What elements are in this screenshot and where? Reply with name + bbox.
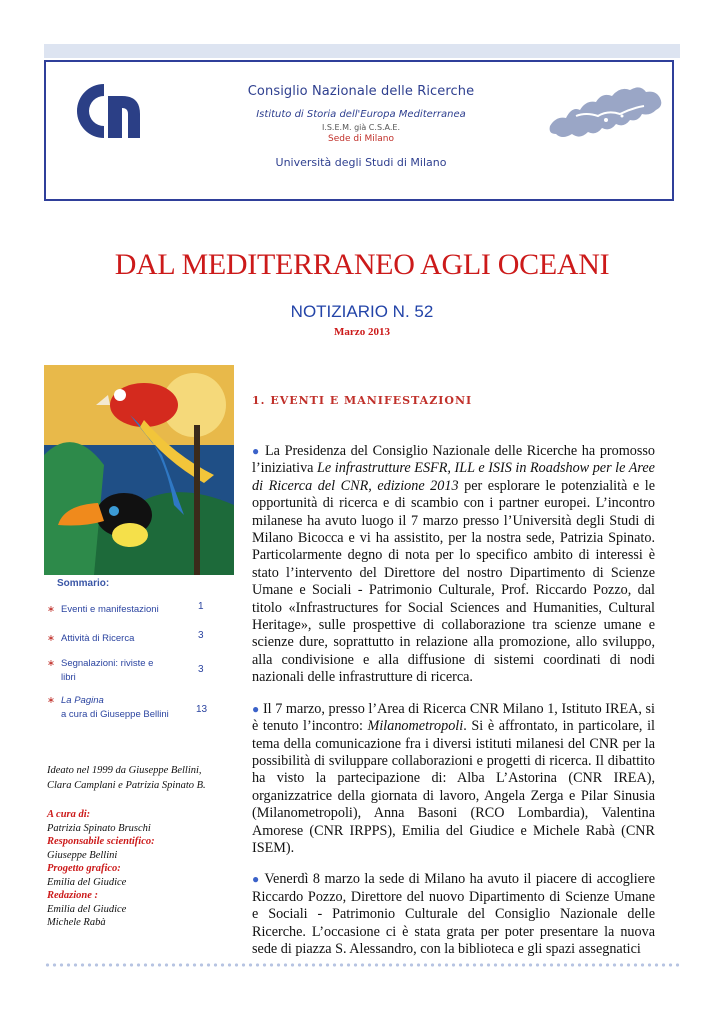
toc-label-line2: a cura di Giuseppe Bellini: [61, 709, 169, 720]
isem-line: I.S.E.M. già C.S.A.E.: [321, 123, 401, 132]
toc-page: 13: [196, 704, 208, 715]
paragraph: ● La Presidenza del Consiglio Nazionale delle Ricerche ha promosso l’iniziativa Le infrastrutture ESFR, ILL e ISIS in Roadshow per le Aree di Ricerca del CNR, edizione 2013 per esplorare le potenzialità e le opportunità di ricerca e di scambio con i partner europei. L’incontro milanese ha avuto luogo il 7 marzo presso l’Università degli Studi di Milano Bicocca e vi ha assistito, per la nostra sede, Patrizia Spinato. Particolarmente degno di nota per lo specifico ambito di interessi è stato l’intervento del Direttore del nostro Dipartimento di Scienze Umane e Sociali - Patrimonio Culturale, Prof. Riccardo Pozzo, dal titolo «Infrastructures for Social Sciences and Humanities, Cultural Heritage», sulle prospettive di collaborazione tra scienze umane e scienze dure, soprattutto in relazione alla promozione, allo sviluppo, alla condivisione e alla diffusione di sistemi coordinati di nodi nazionali delle infrastrutture di ricerca.: [252, 443, 656, 686]
paragraph: ● Venerdì 8 marzo la sede di Milano ha avuto il piacere di accogliere Riccardo Pozzo, Direttore del nuovo Dipartimento di Scienze Umane e Sociali - Patrimonio Culturale del Consiglio Nazionale delle Ricerche. L’occasione ci è stata grata per poter presentare la nuova sede di piazza S. Alessandro, con la biblioteca e gli spazi assegnatici: [252, 871, 655, 957]
toc-label: Eventi e manifestazioni: [61, 604, 159, 615]
ideato-line: Ideato nel 1999 da Giuseppe Bellini,: [47, 765, 202, 776]
top-band: [44, 44, 680, 58]
asterisk-bullet-icon: ∗: [47, 604, 55, 615]
toc-label: Attività di Ricerca: [61, 633, 135, 644]
ideato-note: [47, 763, 247, 793]
asterisk-bullet-icon: ∗: [47, 633, 55, 644]
section-heading: 1. EVENTI E MANIFESTAZIONI: [252, 394, 473, 407]
credit-value: Emilia del Giudice: [47, 903, 127, 915]
bullet-icon: ●: [252, 444, 261, 458]
credit-heading: Responsabile scientifico:: [47, 836, 155, 847]
header-box: [44, 60, 674, 201]
credit-heading: A cura di:: [47, 809, 91, 820]
bottom-dotted-divider: [44, 962, 680, 968]
credit-value: Emilia del Giudice: [47, 876, 127, 888]
credit-value: Patrizia Spinato Bruschi: [47, 822, 151, 834]
toc-label: Segnalazioni: riviste e: [61, 658, 154, 669]
main-title: DAL MEDITERRANEO AGLI OCEANI: [114, 248, 610, 281]
institute-name: Consiglio Nazionale delle Ricerche: [247, 84, 475, 99]
university-name: Università degli Studi di Milano: [275, 156, 447, 169]
cnr-logo: [64, 80, 144, 142]
credit-heading: Redazione :: [47, 890, 99, 901]
toc-label-line2: libri: [61, 672, 76, 683]
mediterranean-map-logo: [546, 76, 666, 152]
credit-heading: Progetto grafico:: [47, 863, 121, 874]
toc-item-eventi[interactable]: [47, 603, 159, 617]
ideato-line: Clara Camplani e Patrizia Spinato B.: [47, 780, 206, 791]
credit-value: Michele Rabà: [47, 917, 106, 928]
issue-date: Marzo 2013: [334, 326, 390, 338]
toc-page: 3: [198, 664, 204, 675]
asterisk-bullet-icon: ∗: [47, 695, 55, 706]
asterisk-bullet-icon: ∗: [47, 658, 55, 669]
toc-page: 1: [198, 601, 204, 612]
article-body: [252, 443, 655, 972]
toc-item-ricerca[interactable]: [47, 632, 134, 646]
toc-label: La Pagina: [61, 695, 104, 706]
toc-item-pagina[interactable]: [47, 694, 169, 722]
istituto-name: Istituto di Storia dell'Europa Mediterranea: [256, 109, 466, 120]
sommario-title: Sommario:: [57, 578, 110, 589]
credit-value: Giuseppe Bellini: [47, 849, 118, 861]
paragraph: ● Il 7 marzo, presso l’Area di Ricerca CNR Milano 1, Istituto IREA, si è tenuto l’incontro: Milanometropoli. Si è affrontato, in particolare, il tema della comunicazione fra i diversi istituti milanesi del CNR per la possibilità di sviluppare collaborazioni e progetti di ricerca. Il dibattito ha visto la partecipazione di: Alba L’Astorina (CNR IREA), organizzatrice della giornata di lavoro, Angela Zerga e Pilar Sinusia (Milanometropoli), Anna Basoni (RCO Lombardia), Valentina Amorese (CNR IRPPS), Emilia del Giudice e Michele Rabà (CNR ISEM).: [252, 700, 656, 856]
sede-line: Sede di Milano: [328, 134, 394, 144]
issue-number: NOTIZIARIO N. 52: [290, 302, 434, 321]
bullet-icon: ●: [252, 872, 261, 887]
bullet-icon: ●: [252, 701, 260, 716]
credits: [47, 808, 247, 930]
toc-item-segnalazioni[interactable]: [47, 657, 153, 685]
toc-page: 3: [198, 630, 204, 641]
parrot-painting: [44, 365, 234, 575]
